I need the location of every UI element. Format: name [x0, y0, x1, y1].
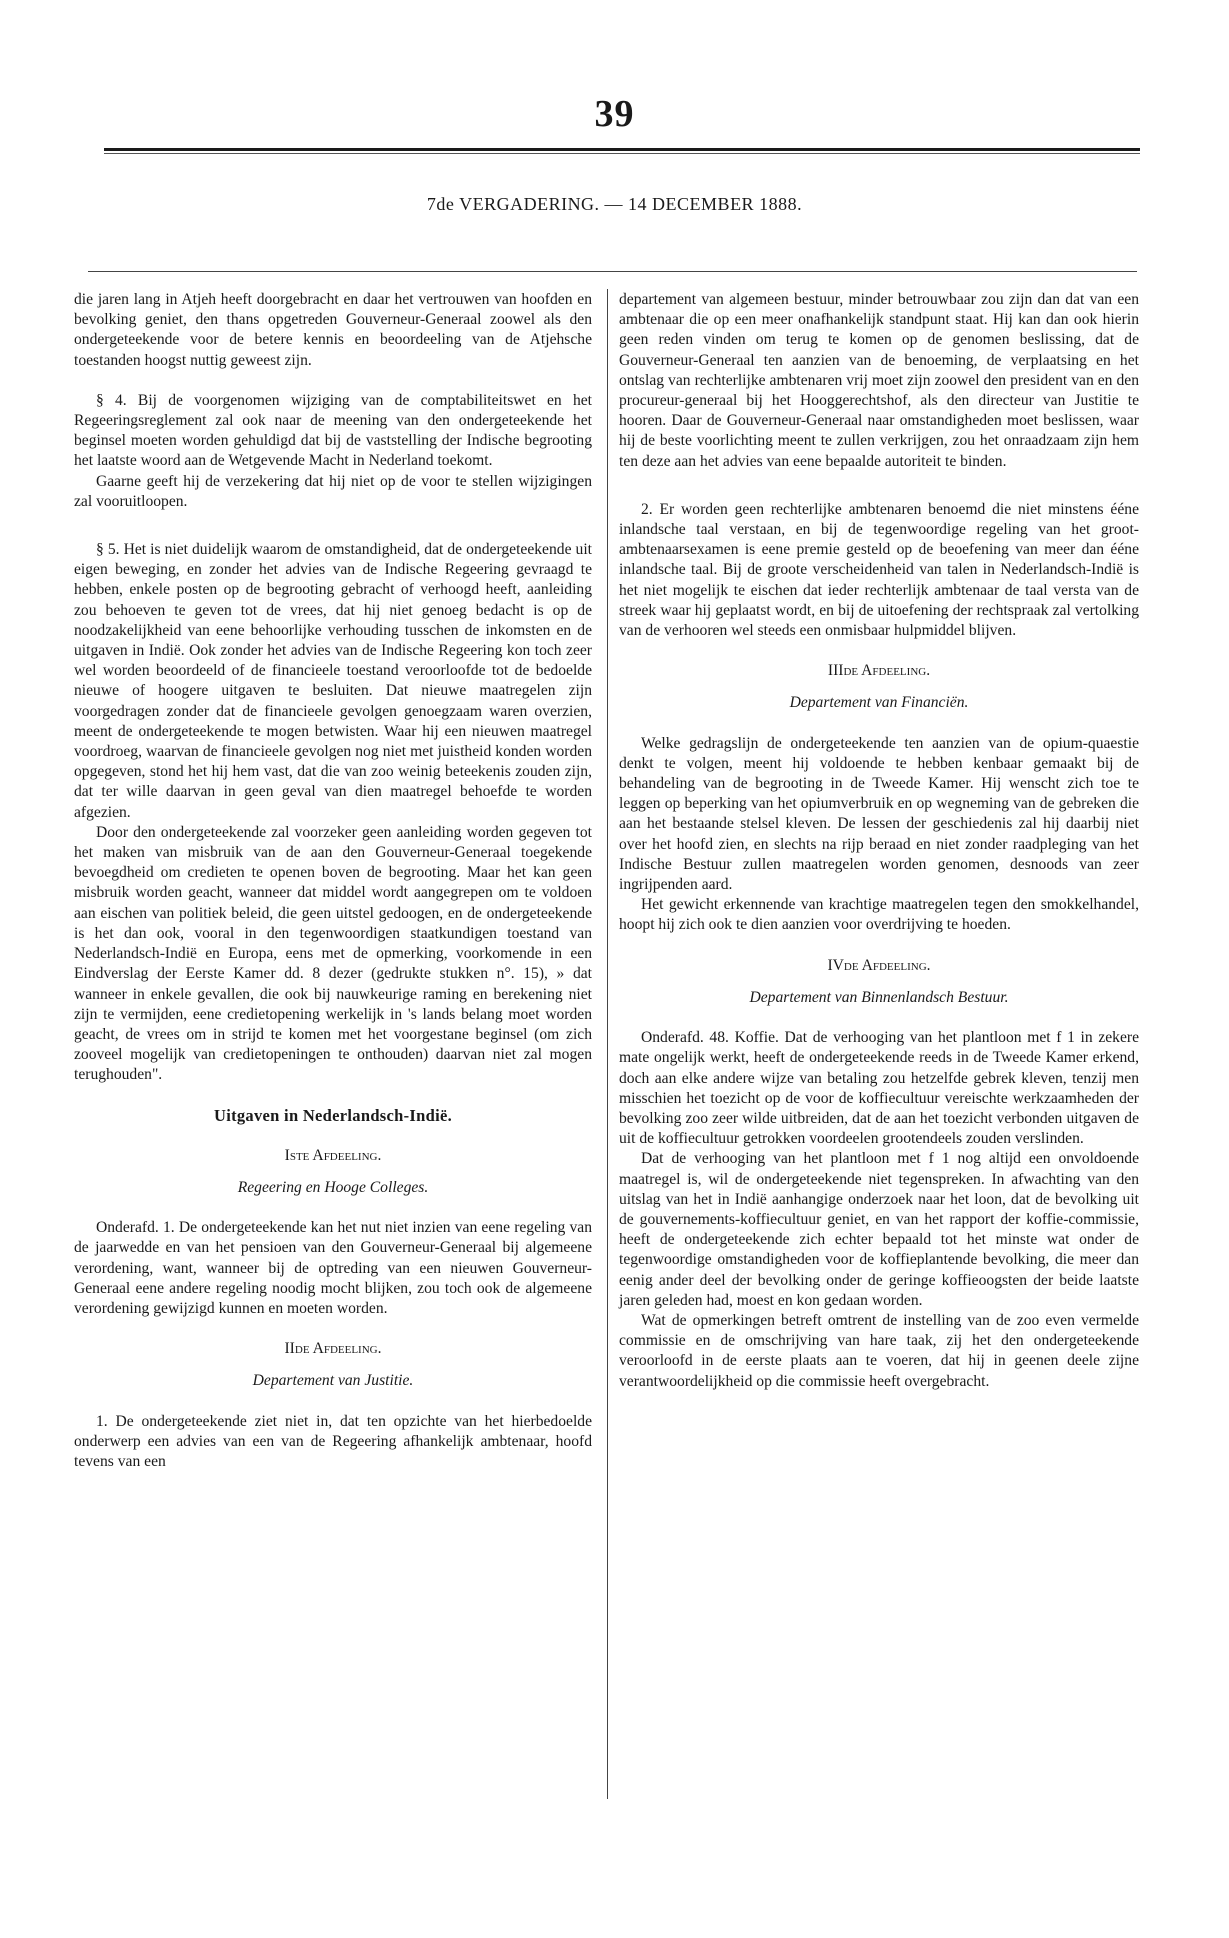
afdeeling-label: IVde Afdeeling. [827, 956, 931, 974]
afdeeling-label: IIIde Afdeeling. [827, 662, 931, 680]
afdeeling-title: Departement van Binnenlandsch Bestuur. [749, 988, 1009, 1006]
paragraph: departement van algemeen bestuur, minder betrouwbaar zou zijn dan dat van een ambtenaar die op een meer onafhankelijk standpunt staat. Hij kan dan ook hierin geen reden vinden om terug te komen op de genomen beslissing, dat de Gouverneur-Generaal ten aanzien van de benoeming, de verplaatsing en het ontslag van rechterlijke ambtenaren vrij moet zijn zoowel den president van en den procureur-generaal bij het Hooggerechtshof, als den directeur van Justitie te hooren. Daar de Gouverneur-Generaal naar omstandigheden moet beslissen, waar hij de beste voorlichting meent te zullen verkrijgen, zou het onraadzaam zijn hem ten deze aan het advies van eene bepaalde autoriteit te binden. [619, 291, 1139, 470]
afdeeling-label: Iste Afdeeling. [284, 1146, 382, 1164]
afdeeling-title: Regeering en Hooge Colleges. [237, 1178, 429, 1196]
section-heading: Uitgaven in Nederlandsch-Indië. [213, 1105, 453, 1125]
paragraph: Wat de opmerkingen betreft omtrent de instelling van de zoo even vermelde commissie en de omschrijving van hare taak, zij het den ondergeteekende veroorloofd in de eerste plaats aan te voeren, dat hij in geenen deele zijne verantwoordelijkheid op die commissie heeft overgebracht. [619, 1311, 1139, 1390]
right-column [619, 290, 1139, 1392]
paragraph: Onderafd. 1. De ondergeteekende kan het nut niet inzien van eene regeling van de jaarwedde en van het pensioen van den Gouverneur-Generaal bij algemeene verordening, want, wanneer bij de optreding van een nieuwen Gouverneur-Generaal eene andere regeling noodig mocht blijken, zou toch ook de algemeene verordening gewijzigd kunnen en moeten worden. [74, 1219, 592, 1317]
paragraph: 1. De ondergeteekende ziet niet in, dat ten opzichte van het hierbedoelde onderwerp een advies van een van de Regeering afhankelijk ambtenaar, hoofd tevens van een [74, 1412, 592, 1470]
page-number: 39 [594, 93, 635, 135]
top-rule [88, 271, 1137, 272]
paragraph: Dat de verhooging van het plantloon met f 1 nog altijd een onvoldoende maatregel is, wil de ondergeteekende niet tegenspreken. In afwachting van den uitslag van het in Indië aanhangige onderzoek naar het loon, dat de bevolking uit de gouvernements-koffiecultuur geniet, en van het rapport der koffie-commissie, heeft de ondergeteekende zich echter bepaald tot het minste wat onder de tegenwoordige omstandigheden voor de koffieplantende bevolking, die meer dan eenig ander deel der bevolking onder de geringe koffieoogsten der beide laatste jaren geleden had, moest en kon gedaan worden. [619, 1150, 1139, 1309]
paragraph: Gaarne geeft hij de verzekering dat hij niet op de voor te stellen wijzigingen zal vooruitloopen. [74, 472, 592, 510]
paragraph: Door den ondergeteekende zal voorzeker geen aanleiding worden gegeven tot het maken van misbruik van de aan den Gouverneur-Generaal toegekende bevoegdheid om credieten te openen boven de begrooting. Maar het kan geen misbruik worden geacht, wanneer dat middel wordt aangegrepen om te voldoen aan eischen van politiek beleid, die geen uitstel gedoogen, en de ondergeteekende is het dan ook, vooral in den tegenwoordigen staatkundigen toestand van Nederlandsch-Indië en Europa, eens met de opmerking, voorkomende in een Eindverslag der Eerste Kamer dd. 8 dezer (gedrukte stukken n°. 15), » dat wanneer in enkele gevallen, die ook bij nauwkeurige raming en berekening niet zijn te vermijden, eene credietopening werkelijk in 's lands belang moet worden geacht, de vrees om in strijd te komen met het voorgestane beginsel (om zich zooveel mogelijk van credietopeningen te onthouden) daarvan niet zal mogen terughouden". [74, 823, 592, 1084]
afdeeling-title: Departement van Financiën. [789, 694, 969, 712]
paragraph: Welke gedragslijn de ondergeteekende ten aanzien van de opium-quaestie denkt te volgen, meent hij voldoende te hebben kenbaar gemaakt bij de behandeling van de begrooting in de Tweede Kamer. Hij wenscht zich toe te leggen op beperking van het opiumverbruik en op wegneming van de gebreken die aan het bestaande stelsel kleven. De lessen der geschiedenis zal hij daarbij niet over het hoofd zien, en slechts na rijp beraad en niet zonder raadpleging van het Indische Bestuur zullen maatregelen worden genomen, desnoods van zeer ingrijpenden aard. [619, 734, 1139, 894]
paragraph: die jaren lang in Atjeh heeft doorgebracht en daar het vertrouwen van hoofden en bevolking geniet, den thans opgetreden Gouverneur-Generaal zoowel als den ondergeteekende voor de betere kennis en beoordeeling van de Atjehsche toestanden hoogst nuttig geweest zijn. [74, 291, 592, 369]
afdeeling-title: Departement van Justitie. [252, 1372, 414, 1390]
paragraph: § 4. Bij de voorgenomen wijziging van de comptabiliteitswet en het Regeeringsreglement zal ook naar de meening van den ondergeteekende het beginsel moeten worden gehuldigd dat bij de vaststelling der Indische begrooting het laatste woord aan de Wetgevende Macht in Nederland toekomt. [74, 391, 592, 470]
paragraph: Onderafd. 48. Koffie. Dat de verhooging van het plantloon met f 1 in zekere mate ongelijk werkt, heeft de ondergeteekende reeds in de Tweede Kamer erkend, doch aan elke andere wijze van betaling zou hetzelfde gebrek kleven, tenzij men misschien het toezicht op de voor de koffiecultuur vereischte werkzaamheden der bevolking zoo zeer wilde uitbreiden, dat de aan het toezicht verbonden uitgaven de uit de koffiecultuur getrokken voordeelen grootendeels zouden verslinden. [619, 1029, 1139, 1148]
left-column [74, 290, 592, 1472]
header-rule [104, 148, 1140, 151]
afdeeling-label: IIde Afdeeling. [284, 1340, 382, 1358]
paragraph: 2. Er worden geen rechterlijke ambtenaren benoemd die niet minstens ééne inlandsche taal verstaan, en bij de tegenwoordige regeling van het groot-ambtenaarsexamen is eene premie gesteld op de beoefening van meer dan ééne inlandsche taal. Bij de groote verscheidenheid van talen in Nederlandsch-Indië is het niet mogelijk te eischen dat ieder rechterlijk ambtenaar de taal versta van de streek waar hij geplaatst wordt, en bij de uitoefening der rechtspraak zal vertolking van de verhooren wel steeds een onmisbaar hulpmiddel blijven. [619, 500, 1139, 640]
header-rule-thin [104, 153, 1140, 154]
column-divider [607, 289, 608, 1799]
paragraph: § 5. Het is niet duidelijk waarom de omstandigheid, dat de ondergeteekende uit eigen beweging, en zonder het advies van de Indische Regeering gevraagd te hebben, enkele posten op de begrooting gebracht of verhoogd heeft, aanleiding zou behoeven te geven tot de vrees, dat hij niet genoeg bedacht is op de noodzakelijkheid van eene behoorlijke verhouding tusschen de inkomsten en de uitgaven in Indië. Ook zonder het advies van de Indische Regeering kon toch zeer wel worden beoordeeld of de financieele toestand veroorloofde tot de bedoelde nieuwe of hoogere uitgaven te besluiten. Dat nieuwe maatregelen zijn voorgedragen zonder dat de financieele gevolgen genoegzaam waren overzien, meent de ondergeteekende te mogen betwisten. Waar hij een nieuwen maatregel voordroeg, waarvan de financieele gevolgen nog niet met juistheid konden worden opgegeven, stond het hij hem vast, dat die van zoo weinig beteekenis zouden zijn, dat ter wille daarvan in geen geval van dien maatregel behoefde te worden afgezien. [74, 541, 592, 821]
meeting-header: 7de VERGADERING. — 14 DECEMBER 1888. [426, 194, 803, 214]
paragraph: Het gewicht erkennende van krachtige maatregelen tegen den smokkelhandel, hoopt hij zich ook te dien aanzien voor overdrijving te hoeden. [619, 896, 1139, 934]
